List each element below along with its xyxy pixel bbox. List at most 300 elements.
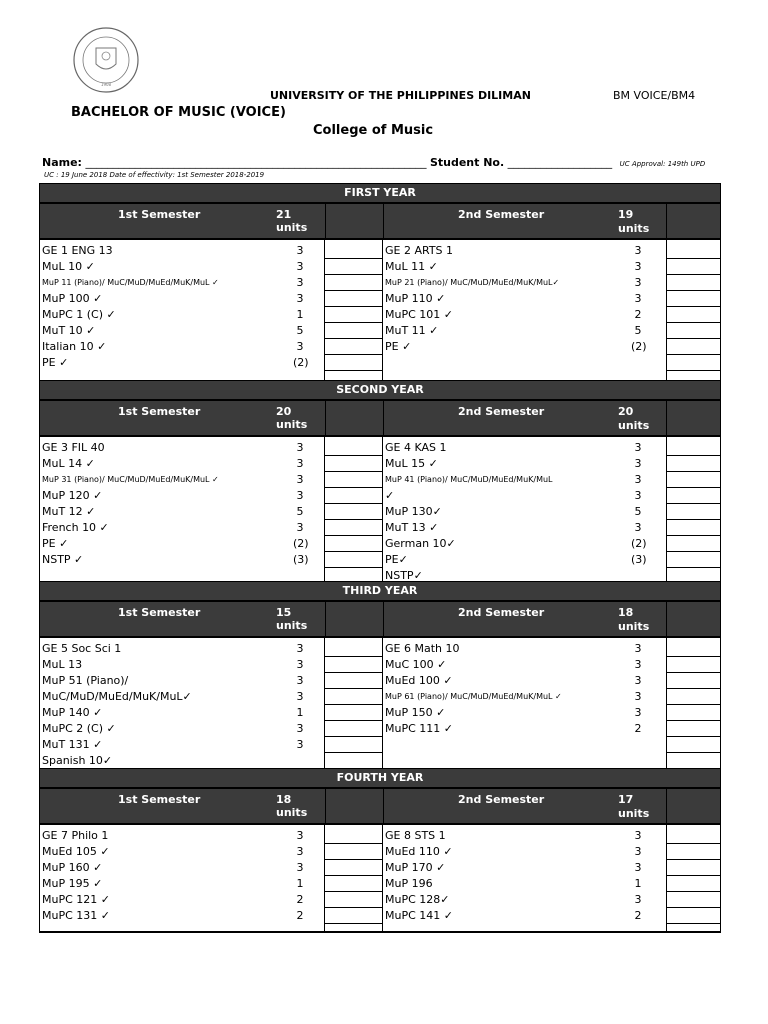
course-name: MuP 100 ✓ [42,292,103,305]
course-row [383,721,666,737]
year-body [40,825,720,932]
sem2-units: 18 [618,606,634,619]
grade-cell[interactable] [325,504,382,520]
course-units: 3 [634,521,642,534]
sem1-header [40,602,326,636]
sem2-units-label: units [618,419,650,432]
year-header: FIRST YEAR [40,184,720,204]
uc-effectivity-line: UC : 19 June 2018 Date of effectivity: 1st Semester 2018-2019 [44,171,265,179]
course-row [383,828,666,844]
course-list [40,437,325,581]
course-name: MuP 51 (Piano)/ [42,674,129,687]
course-row [383,275,666,291]
course-row [40,705,324,721]
grade-column [325,825,383,931]
course-name: French 10 ✓ [42,521,109,534]
grade-cell[interactable] [667,860,720,876]
course-list [383,825,667,931]
semester-header-row [40,204,720,240]
university-seal-logo [72,26,140,94]
course-row [383,504,666,520]
course-name: MuP 170 ✓ [385,861,446,874]
sem1-label: 1st Semester [118,208,201,221]
sem1-grade-header [326,204,384,238]
course-units: 3 [634,658,642,671]
sem2-units-label: units [618,222,650,235]
grade-column [325,240,383,380]
course-units: 3 [296,658,304,671]
sem2-header [384,602,667,636]
sem2-grade-header [667,204,720,238]
sem2-label: 2nd Semester [458,793,545,806]
course-row [40,488,324,504]
course-name: MuP 195 ✓ [42,877,103,890]
course-name: PE ✓ [42,537,69,550]
sem2-header [384,204,667,238]
grade-cell[interactable] [325,641,382,657]
grade-cell[interactable] [667,536,720,552]
course-units: 3 [296,340,304,353]
course-list [40,240,325,380]
course-row [40,860,324,876]
grade-cell[interactable] [667,828,720,844]
sem2-units-label: units [618,620,650,633]
course-name: MuPC 2 (C) ✓ [42,722,116,735]
course-row [40,259,324,275]
course-row [383,440,666,456]
program-code: BM VOICE/BM4 [613,89,696,102]
course-list [383,240,667,380]
grade-cell[interactable] [325,860,382,876]
grade-cell[interactable] [667,892,720,908]
course-name: GE 2 ARTS 1 [385,244,454,257]
course-units: 3 [634,829,642,842]
course-units: 3 [296,244,304,257]
course-units: 5 [296,505,304,518]
sem2-header [384,401,667,435]
course-units: 3 [296,642,304,655]
course-units: 3 [296,457,304,470]
grade-cell[interactable] [667,472,720,488]
grade-cell[interactable] [325,355,382,371]
course-units: (2) [631,340,647,353]
course-row [40,552,324,568]
course-row [383,705,666,721]
course-units: 2 [634,722,642,735]
sem1-units: 15 units [276,606,308,632]
course-name: MuPC 131 ✓ [42,909,110,922]
course-row [40,243,324,259]
course-units: 3 [634,861,642,874]
course-units: 3 [634,276,642,289]
grade-cell[interactable] [325,536,382,552]
course-row [40,844,324,860]
sem1-grade-header [326,789,384,823]
course-row [383,552,666,568]
sem1-header [40,204,326,238]
course-units: 3 [296,260,304,273]
course-name: MuEd 105 ✓ [42,845,110,858]
sem1-label: 1st Semester [118,405,201,418]
course-name: GE 7 Philo 1 [42,829,109,842]
course-row [40,456,324,472]
course-list [40,638,325,768]
course-row [383,520,666,536]
curriculum-grid [39,183,721,933]
course-units: 3 [296,276,304,289]
course-units: 1 [296,706,304,719]
grade-cell[interactable] [667,339,720,355]
course-row [40,275,324,291]
grade-column [325,638,383,768]
grade-cell[interactable] [325,721,382,737]
sem1-header [40,789,326,823]
course-name: PE✓ [385,553,408,566]
course-units: 3 [634,845,642,858]
sem1-label: 1st Semester [118,606,201,619]
grade-cell[interactable] [325,456,382,472]
course-list [383,437,667,581]
grade-cell[interactable] [325,673,382,689]
grade-cell[interactable] [667,689,720,705]
sem1-grade-header [326,401,384,435]
grade-cell[interactable] [325,440,382,456]
grade-cell[interactable] [325,552,382,568]
course-units: 3 [634,674,642,687]
grade-cell[interactable] [667,440,720,456]
course-units: 3 [634,260,642,273]
grade-cell[interactable] [667,488,720,504]
course-units: 3 [296,674,304,687]
svg-text:1908: 1908 [100,82,112,87]
course-name: MuPC 111 ✓ [385,722,453,735]
name-label: Name: [42,156,82,169]
course-row [40,737,324,753]
course-row [40,307,324,323]
grade-column [667,638,720,768]
grade-cell[interactable] [667,504,720,520]
sem2-header [384,789,667,823]
course-row [383,860,666,876]
grade-cell[interactable] [325,657,382,673]
grade-cell[interactable] [667,844,720,860]
sem1-units: 20 units [276,405,308,431]
course-name: NSTP ✓ [42,553,84,566]
course-units: (2) [631,537,647,550]
course-row [383,641,666,657]
course-units: 2 [296,909,304,922]
course-name: PE ✓ [42,356,69,369]
year-body [40,240,720,381]
course-name: MuPC 1 (C) ✓ [42,308,116,321]
course-units: 3 [634,642,642,655]
course-row [383,291,666,307]
course-name: MuL 11 ✓ [385,260,438,273]
course-name: GE 3 FIL 40 [42,441,105,454]
course-name: MuP 140 ✓ [42,706,103,719]
grade-cell[interactable] [667,323,720,339]
course-name: MuC/MuD/MuEd/MuK/MuL✓ [42,690,192,703]
grade-column [667,825,720,931]
course-name: MuEd 100 ✓ [385,674,453,687]
grade-cell[interactable] [667,876,720,892]
course-units: 3 [634,457,642,470]
grade-cell[interactable] [325,488,382,504]
grade-cell[interactable] [667,259,720,275]
course-name: Italian 10 ✓ [42,340,107,353]
course-name: MuL 10 ✓ [42,260,95,273]
grade-cell[interactable] [325,339,382,355]
sem2-units: 19 [618,208,634,221]
grade-cell[interactable] [325,828,382,844]
course-row [40,355,324,371]
course-row [40,721,324,737]
year-header: FOURTH YEAR [40,769,720,789]
course-list [40,825,325,931]
course-units: 3 [296,690,304,703]
course-units: 3 [296,738,304,751]
course-row [383,259,666,275]
course-units: 3 [634,441,642,454]
semester-header-row [40,401,720,437]
year-body [40,638,720,769]
course-name: GE 5 Soc Sci 1 [42,642,122,655]
course-name: German 10✓ [385,537,456,550]
grade-cell[interactable] [325,259,382,275]
sem2-units: 20 [618,405,634,418]
course-row [40,472,324,488]
sem1-label: 1st Semester [118,793,201,806]
sem2-units: 17 [618,793,634,806]
course-units: 1 [296,877,304,890]
course-row [383,456,666,472]
course-units: 5 [634,324,642,337]
semester-header-row [40,789,720,825]
course-name: MuPC 128✓ [385,893,450,906]
grade-cell[interactable] [667,641,720,657]
grade-cell[interactable] [325,307,382,323]
course-name: MuC 100 ✓ [385,658,447,671]
course-name: ✓ [385,489,395,502]
course-name: GE 6 Math 10 [385,642,460,655]
name-blank[interactable]: ______________________________________________________________ [85,156,427,169]
semester-header-row [40,602,720,638]
course-name: Spanish 10✓ [42,754,113,767]
grade-cell[interactable] [325,844,382,860]
sem1-header [40,401,326,435]
course-name: GE 4 KAS 1 [385,441,447,454]
course-name: MuP 196 [385,877,433,890]
course-name: PE ✓ [385,340,412,353]
course-units: 1 [296,308,304,321]
course-units: 3 [296,292,304,305]
course-row [383,339,666,355]
grade-cell[interactable] [325,705,382,721]
course-units: 3 [296,441,304,454]
grade-cell[interactable] [325,323,382,339]
course-row [40,908,324,924]
university-name: UNIVERSITY OF THE PHILIPPINES DILIMAN [270,89,531,102]
grade-cell[interactable] [325,275,382,291]
grade-cell[interactable] [667,520,720,536]
course-name: MuL 14 ✓ [42,457,95,470]
sem2-label: 2nd Semester [458,208,545,221]
course-name: MuEd 110 ✓ [385,845,453,858]
grade-column [667,437,720,581]
grade-column [667,240,720,380]
grade-cell[interactable] [667,355,720,371]
course-name: MuP 61 (Piano)/ MuC/MuD/MuEd/MuK/MuL ✓ [385,692,562,701]
course-units: 3 [296,473,304,486]
year-header: SECOND YEAR [40,381,720,401]
course-units: 3 [634,473,642,486]
course-units: 3 [296,845,304,858]
course-row [40,504,324,520]
grade-cell[interactable] [325,689,382,705]
course-row [40,641,324,657]
course-name: MuT 13 ✓ [385,521,439,534]
grade-cell[interactable] [667,243,720,259]
course-row [40,536,324,552]
course-units: 3 [634,893,642,906]
grade-cell[interactable] [667,552,720,568]
course-name: MuP 120 ✓ [42,489,103,502]
grade-cell[interactable] [667,673,720,689]
course-row [383,568,666,584]
course-name: MuP 31 (Piano)/ MuC/MuD/MuEd/MuK/MuL ✓ [42,475,219,484]
course-row [40,440,324,456]
grade-cell[interactable] [667,908,720,924]
course-units: 3 [296,861,304,874]
course-name: MuPC 101 ✓ [385,308,453,321]
course-units: (3) [631,553,647,566]
course-row [383,876,666,892]
year-header: THIRD YEAR [40,582,720,602]
grade-cell[interactable] [325,291,382,307]
course-name: MuT 11 ✓ [385,324,439,337]
course-row [40,291,324,307]
sem2-units-label: units [618,807,650,820]
grade-cell[interactable] [667,291,720,307]
course-row [383,908,666,924]
course-name: MuT 131 ✓ [42,738,103,751]
course-list [383,638,667,768]
course-name: MuP 110 ✓ [385,292,446,305]
grade-cell[interactable] [325,737,382,753]
course-units: 3 [634,690,642,703]
grade-cell[interactable] [325,876,382,892]
grade-cell[interactable] [667,275,720,291]
course-name: GE 1 ENG 13 [42,244,113,257]
grade-cell[interactable] [667,705,720,721]
course-row [40,339,324,355]
course-name: MuPC 121 ✓ [42,893,110,906]
course-row [383,844,666,860]
grade-cell[interactable] [325,520,382,536]
course-name: MuP 130✓ [385,505,442,518]
course-name: GE 8 STS 1 [385,829,446,842]
sem2-grade-header [667,602,720,636]
course-units: 5 [296,324,304,337]
course-name: MuP 41 (Piano)/ MuC/MuD/MuEd/MuK/MuL [385,475,553,484]
course-units: 5 [634,505,642,518]
grade-cell[interactable] [667,737,720,753]
course-name: MuT 12 ✓ [42,505,96,518]
grade-cell[interactable] [325,472,382,488]
course-units: 2 [296,893,304,906]
sem1-grade-header [326,602,384,636]
course-row [40,689,324,705]
course-row [40,876,324,892]
course-row [383,472,666,488]
course-row [40,673,324,689]
course-row [40,892,324,908]
course-row [40,323,324,339]
course-name: MuL 13 [42,658,83,671]
course-row [383,689,666,705]
course-units: (2) [293,537,309,550]
program-title: BACHELOR OF MUSIC (VOICE) [71,105,286,120]
course-units: 3 [296,489,304,502]
course-name: MuP 21 (Piano)/ MuC/MuD/MuEd/MuK/MuL✓ [385,278,560,287]
course-units: 3 [634,292,642,305]
course-row [383,673,666,689]
course-units: 3 [296,521,304,534]
sem1-units: 18 units [276,793,308,819]
course-name: MuPC 141 ✓ [385,909,453,922]
course-units: 2 [634,308,642,321]
course-units: 3 [634,489,642,502]
sem2-label: 2nd Semester [458,606,545,619]
course-units: 3 [296,829,304,842]
course-name: MuT 10 ✓ [42,324,96,337]
student-no-blank[interactable]: ___________________ [507,156,613,169]
course-row [383,488,666,504]
course-row [40,828,324,844]
course-name: MuP 160 ✓ [42,861,103,874]
course-row [383,536,666,552]
course-row [383,892,666,908]
course-name: MuP 150 ✓ [385,706,446,719]
grade-cell[interactable] [667,721,720,737]
sem2-grade-header [667,401,720,435]
grade-cell[interactable] [325,892,382,908]
course-row [40,753,324,769]
sem2-grade-header [667,789,720,823]
sem2-label: 2nd Semester [458,405,545,418]
year-body [40,437,720,582]
grade-cell[interactable] [667,657,720,673]
course-row [383,323,666,339]
course-name: MuP 11 (Piano)/ MuC/MuD/MuEd/MuK/MuL ✓ [42,278,219,287]
grade-cell[interactable] [667,456,720,472]
course-row [383,657,666,673]
name-student-line [42,156,705,169]
course-name: NSTP✓ [385,569,423,582]
grade-cell[interactable] [325,908,382,924]
course-units: 1 [634,877,642,890]
uc-approval: UC Approval: 149th UPD [619,160,706,168]
course-units: (3) [293,553,309,566]
course-units: 3 [634,706,642,719]
grade-column [325,437,383,581]
course-units: 3 [634,244,642,257]
sem1-units: 21 units [276,208,308,234]
grade-cell[interactable] [667,307,720,323]
course-row [40,520,324,536]
grade-cell[interactable] [325,243,382,259]
college-name: College of Music [313,123,434,138]
